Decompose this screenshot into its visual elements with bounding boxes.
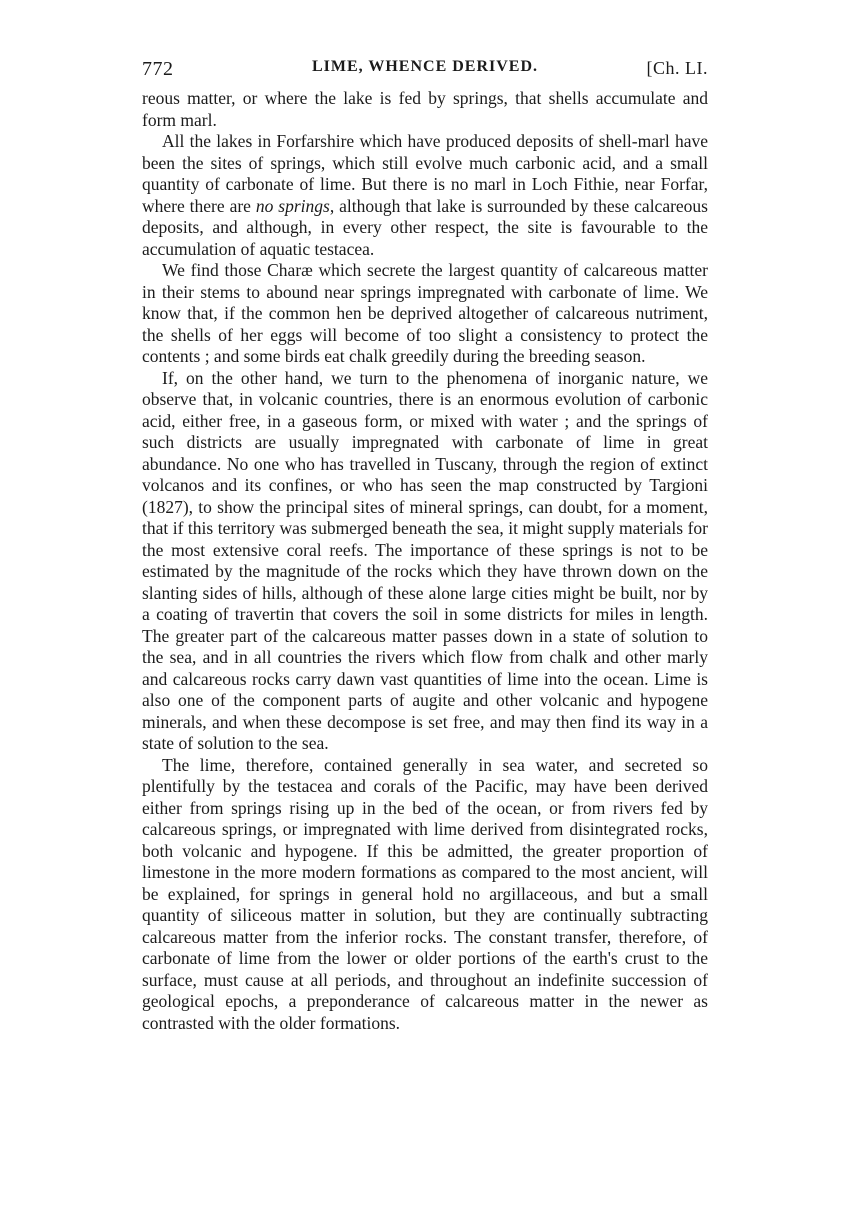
running-head (142, 54, 708, 84)
paragraph-text: All the lakes in Forfarshire which have produced deposits of shell-marl have been the sites of springs, which still evolve much carbonic acid, and a small quantity of carbonate of lime. But there is no marl in Loch Fithie, near Forfar, where there are (142, 131, 708, 216)
paragraph-text: , although that lake is surrounded by these calcareous deposits, and although, in every other respect, the site is favourable to the accumulation of aquatic testacea. (142, 195, 708, 259)
paragraph-inorganic-nature: If, on the other hand, we turn to the phenomena of inorganic nature, we observe that, in volcanic countries, there is an enormous evolution of carbonic acid, either free, in a gaseous form, or mixed with water ; and the springs of such districts are usually impregnated with carbonate of lime in great abundance. No one who has travelled in Tuscany, through the region of extinct volcanos and its confines, or who has seen the map constructed by Targioni (1827), to show the principal sites of mineral springs, can doubt, for a moment, that if this territory was submerged beneath the sea, it might supply materials for the most extensive coral reefs. The importance of these springs is not to be estimated by the magnitude of the rocks which they have thrown down on the slanting sides of hills, although of these alone large cities might be built, nor by a coating of travertin that covers the soil in some districts for miles in length. The greater part of the calcareous matter passes down in a state of solution to the sea, and in all countries the rivers which flow from chalk and other marly and calcareous rocks carry dawn vast quantities of lime into the ocean. Lime is also one of the component parts of augite and other volcanic and hypogene minerals, and when these decompose is set free, and may then find its way in a state of solution to the sea. (142, 367, 708, 753)
body-text (142, 88, 708, 1034)
paragraph-charae: We find those Charæ which secrete the largest quantity of calcareous matter in their stems to abound near springs impregnated with carbonate of lime. We know that, if the common hen be deprived altogether of calcareous nutriment, the shells of her eggs will become of too slight a consistency to protect the contents ; and some birds eat chalk greedily during the breeding season. (142, 260, 708, 366)
paragraph-lime-sea-water: The lime, therefore, contained generally in sea water, and secreted so plentifully by the testacea and corals of the Pacific, may have been derived either from springs rising up in the bed of the ocean, or from rivers fed by calcareous springs, or impregnated with lime derived from disintegrated rocks, both volcanic and hypogene. If this be admitted, the greater proportion of limestone in the more modern formations as compared to the most ancient, will be explained, for springs in general hold no argillaceous, and but a small quantity of siliceous matter in solution, but they are continually subtracting calcareous matter from the inferior rocks. The constant transfer, therefore, of carbonate of lime from the lower or older portions of the earth's crust to the surface, must cause at all periods, and throughout an indefinite succession of geological epochs, a preponderance of calcareous matter in the newer as contrasted with the older formations. (142, 754, 708, 1033)
chapter-label: [Ch. LI. (646, 58, 708, 78)
emphasis-text: no springs (255, 195, 330, 216)
paragraph-forfarshire-lakes (142, 131, 708, 260)
paragraph-continuation: reous matter, or where the lake is fed by springs, that shells accumulate and form marl. (142, 88, 708, 130)
book-page (142, 54, 708, 1034)
running-title: LIME, WHENCE DERIVED. (311, 58, 539, 75)
page-number: 772 (142, 58, 174, 80)
